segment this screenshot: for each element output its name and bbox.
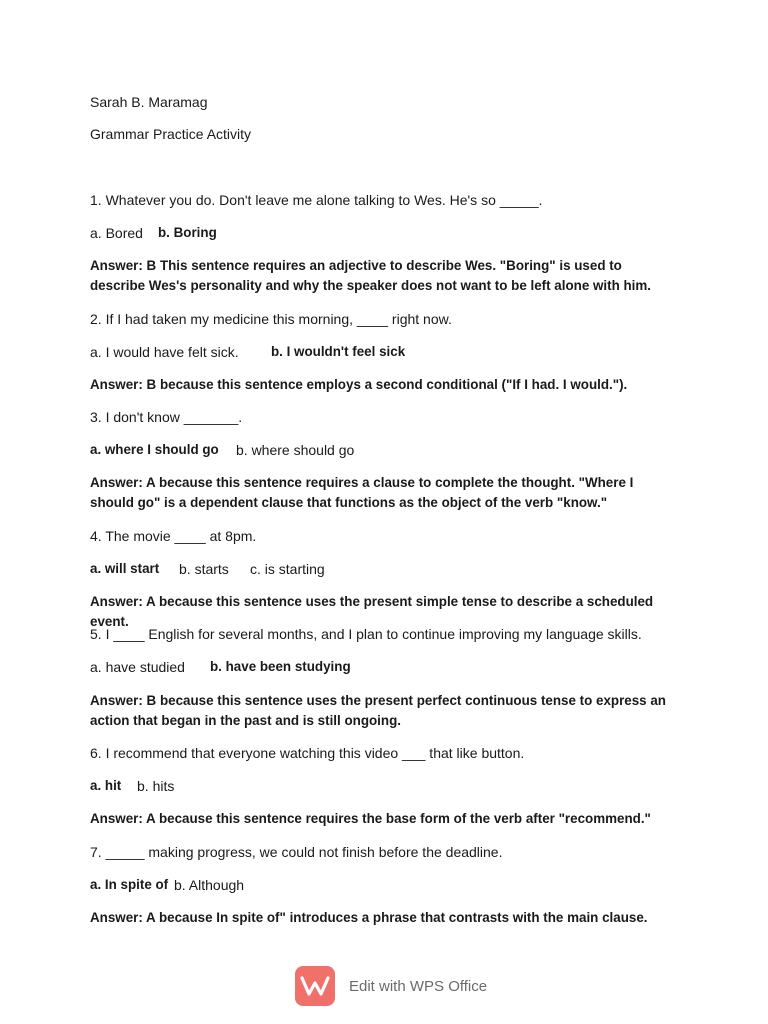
option-3b: b. where should go [236, 442, 355, 458]
option-3a: a. where I should go [90, 442, 219, 457]
question-7: 7. _____ making progress, we could not finish before the deadline. [90, 844, 503, 860]
answer-5: Answer: B because this sentence uses the present perfect continuous tense to express an action that began in the past and is still ongoing. [90, 693, 666, 728]
option-7a: a. In spite of [90, 877, 169, 892]
options-4 [90, 559, 690, 579]
options-5 [90, 657, 690, 677]
option-7b: b. Although [174, 877, 245, 893]
option-4a: a. will start [90, 561, 160, 576]
option-5a: a. have studied [90, 659, 185, 675]
question-1: 1. Whatever you do. Don't leave me alone talking to Wes. He's so _____. [90, 192, 543, 208]
answer-4: Answer: A because this sentence uses the present simple tense to describe a scheduled event. [90, 594, 654, 629]
document-title: Grammar Practice Activity [90, 126, 252, 142]
options-3 [90, 440, 690, 460]
question-2: 2. If I had taken my medicine this morning, ____ right now. [90, 311, 452, 327]
option-2a: a. I would have felt sick. [90, 344, 239, 360]
option-6b: b. hits [137, 778, 175, 794]
wps-edit-banner[interactable] [295, 964, 487, 1008]
question-5: 5. I ____ English for several months, and I plan to continue improving my language skills. [90, 626, 642, 642]
answer-3: Answer: A because this sentence requires a clause to complete the thought. "Where I should go" is a dependent clause that functions as the object of the verb "know." [90, 475, 634, 510]
options-2 [90, 342, 690, 362]
option-5b: b. have been studying [210, 659, 351, 674]
answer-2: Answer: B because this sentence employs a second conditional ("If I had. I would."). [90, 377, 628, 392]
question-3: 3. I don't know _______. [90, 409, 243, 425]
question-4: 4. The movie ____ at 8pm. [90, 528, 257, 544]
option-1b: b. Boring [158, 225, 217, 240]
options-7 [90, 875, 690, 895]
wps-logo-icon[interactable] [295, 966, 335, 1006]
option-4b: b. starts [179, 561, 229, 577]
wps-edit-label[interactable]: Edit with WPS Office [349, 977, 488, 995]
question-6: 6. I recommend that everyone watching this video ___ that like button. [90, 745, 525, 761]
option-4c: c. is starting [250, 561, 325, 577]
author-name: Sarah B. Maramag [90, 94, 208, 110]
option-6a: a. hit [90, 778, 122, 793]
answer-7: Answer: A because In spite of" introduces a phrase that contrasts with the main clause. [90, 910, 648, 925]
options-1 [90, 223, 690, 243]
option-1a: a. Bored [90, 225, 143, 241]
answer-6: Answer: A because this sentence requires the base form of the verb after "recommend." [90, 811, 651, 826]
answer-1: Answer: B This sentence requires an adjective to describe Wes. "Boring" is used to describe Wes's personality and why the speaker does not want to be left alone with him. [90, 258, 652, 293]
option-2b: b. I wouldn't feel sick [271, 344, 406, 359]
options-6 [90, 776, 690, 796]
